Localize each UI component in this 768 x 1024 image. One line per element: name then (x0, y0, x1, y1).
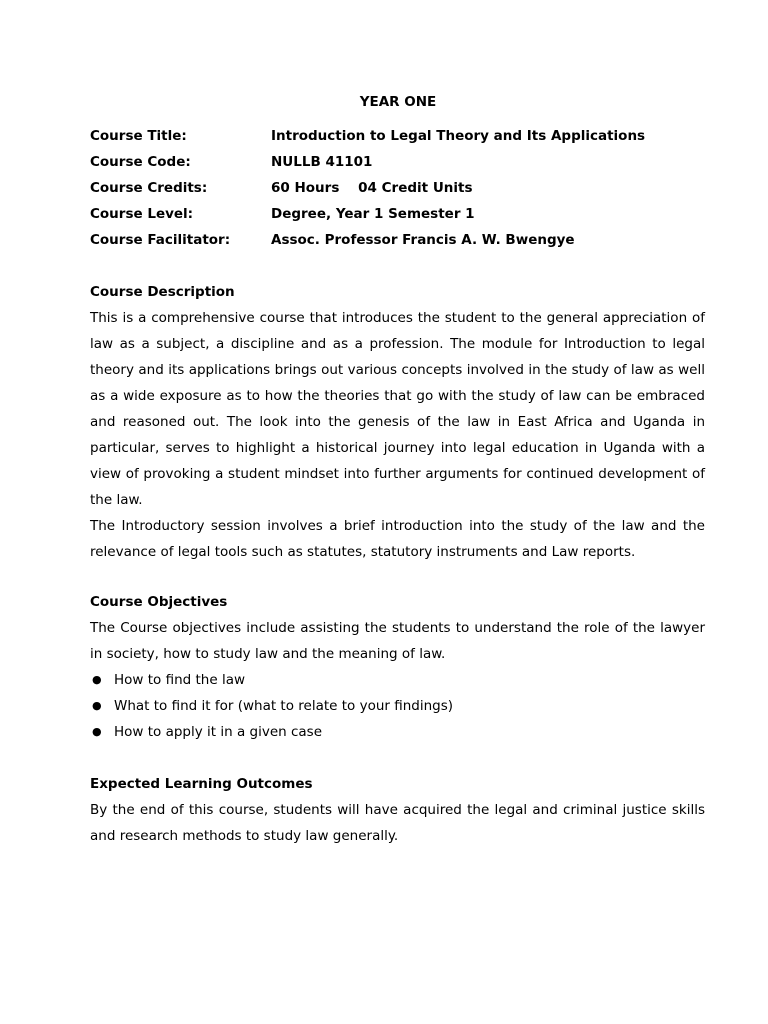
course-code-row (90, 153, 710, 179)
course-facilitator-row (90, 231, 710, 257)
year-heading: YEAR ONE (359, 94, 437, 110)
course-level-row (90, 205, 710, 231)
list-item (90, 667, 705, 693)
course-info-table (90, 127, 710, 257)
course-objectives-heading: Course Objectives (90, 594, 228, 610)
course-description-section (90, 279, 705, 565)
learning-outcomes-heading: Expected Learning Outcomes (90, 776, 313, 792)
course-title-value: Introduction to Legal Theory and Its Applications (271, 128, 646, 144)
course-description-heading: Course Description (90, 284, 235, 300)
course-facilitator-label: Course Facilitator: (90, 232, 231, 248)
course-title-row (90, 127, 710, 153)
course-code-label: Course Code: (90, 154, 191, 170)
course-description-paragraph: This is a comprehensive course that introduces the student to the general appreciation of law as a subject, a discipline and as a profession. The module for Introduction to legal theory and its applications brings out various concepts involved in the study of law as well as a wide exposure as to how the theories that go with the study of law can be embraced and reasoned out. The look into the genesis of the law in East Africa and Uganda in particular, serves to highlight a historical journey into legal education in Uganda with a view of provoking a student mindset into further arguments for continued development of the law. (90, 310, 705, 508)
bullet-icon: ● (92, 699, 102, 712)
list-item (90, 693, 705, 719)
objectives-list (90, 667, 705, 745)
bullet-icon: ● (92, 673, 102, 686)
list-item-text: How to apply it in a given case (114, 724, 323, 740)
course-facilitator-value: Assoc. Professor Francis A. W. Bwengye (271, 232, 575, 248)
course-credits-row (90, 179, 710, 205)
course-level-label: Course Level: (90, 206, 194, 222)
course-objectives-section (90, 589, 705, 745)
course-title-label: Course Title: (90, 128, 187, 144)
course-objectives-intro: The Course objectives include assisting the students to understand the role of the lawyer in society, how to study law and the meaning of law. (90, 620, 705, 662)
course-level-value: Degree, Year 1 Semester 1 (271, 206, 475, 222)
learning-outcomes-text: By the end of this course, students will have acquired the legal and criminal justice skills and research methods to study law generally. (90, 802, 705, 844)
introductory-session-paragraph: The Introductory session involves a brief introduction into the study of the law and the relevance of legal tools such as statutes, statutory instruments and Law reports. (90, 518, 705, 560)
list-item-text: How to find the law (114, 672, 246, 688)
list-item (90, 719, 705, 745)
course-credits-label: Course Credits: (90, 180, 208, 196)
list-item-text: What to find it for (what to relate to your findings) (114, 698, 454, 714)
course-code-value: NULLB 41101 (271, 154, 373, 170)
bullet-icon: ● (92, 725, 102, 738)
learning-outcomes-section (90, 771, 705, 849)
course-credits-value: 60 Hours 04 Credit Units (271, 180, 473, 196)
